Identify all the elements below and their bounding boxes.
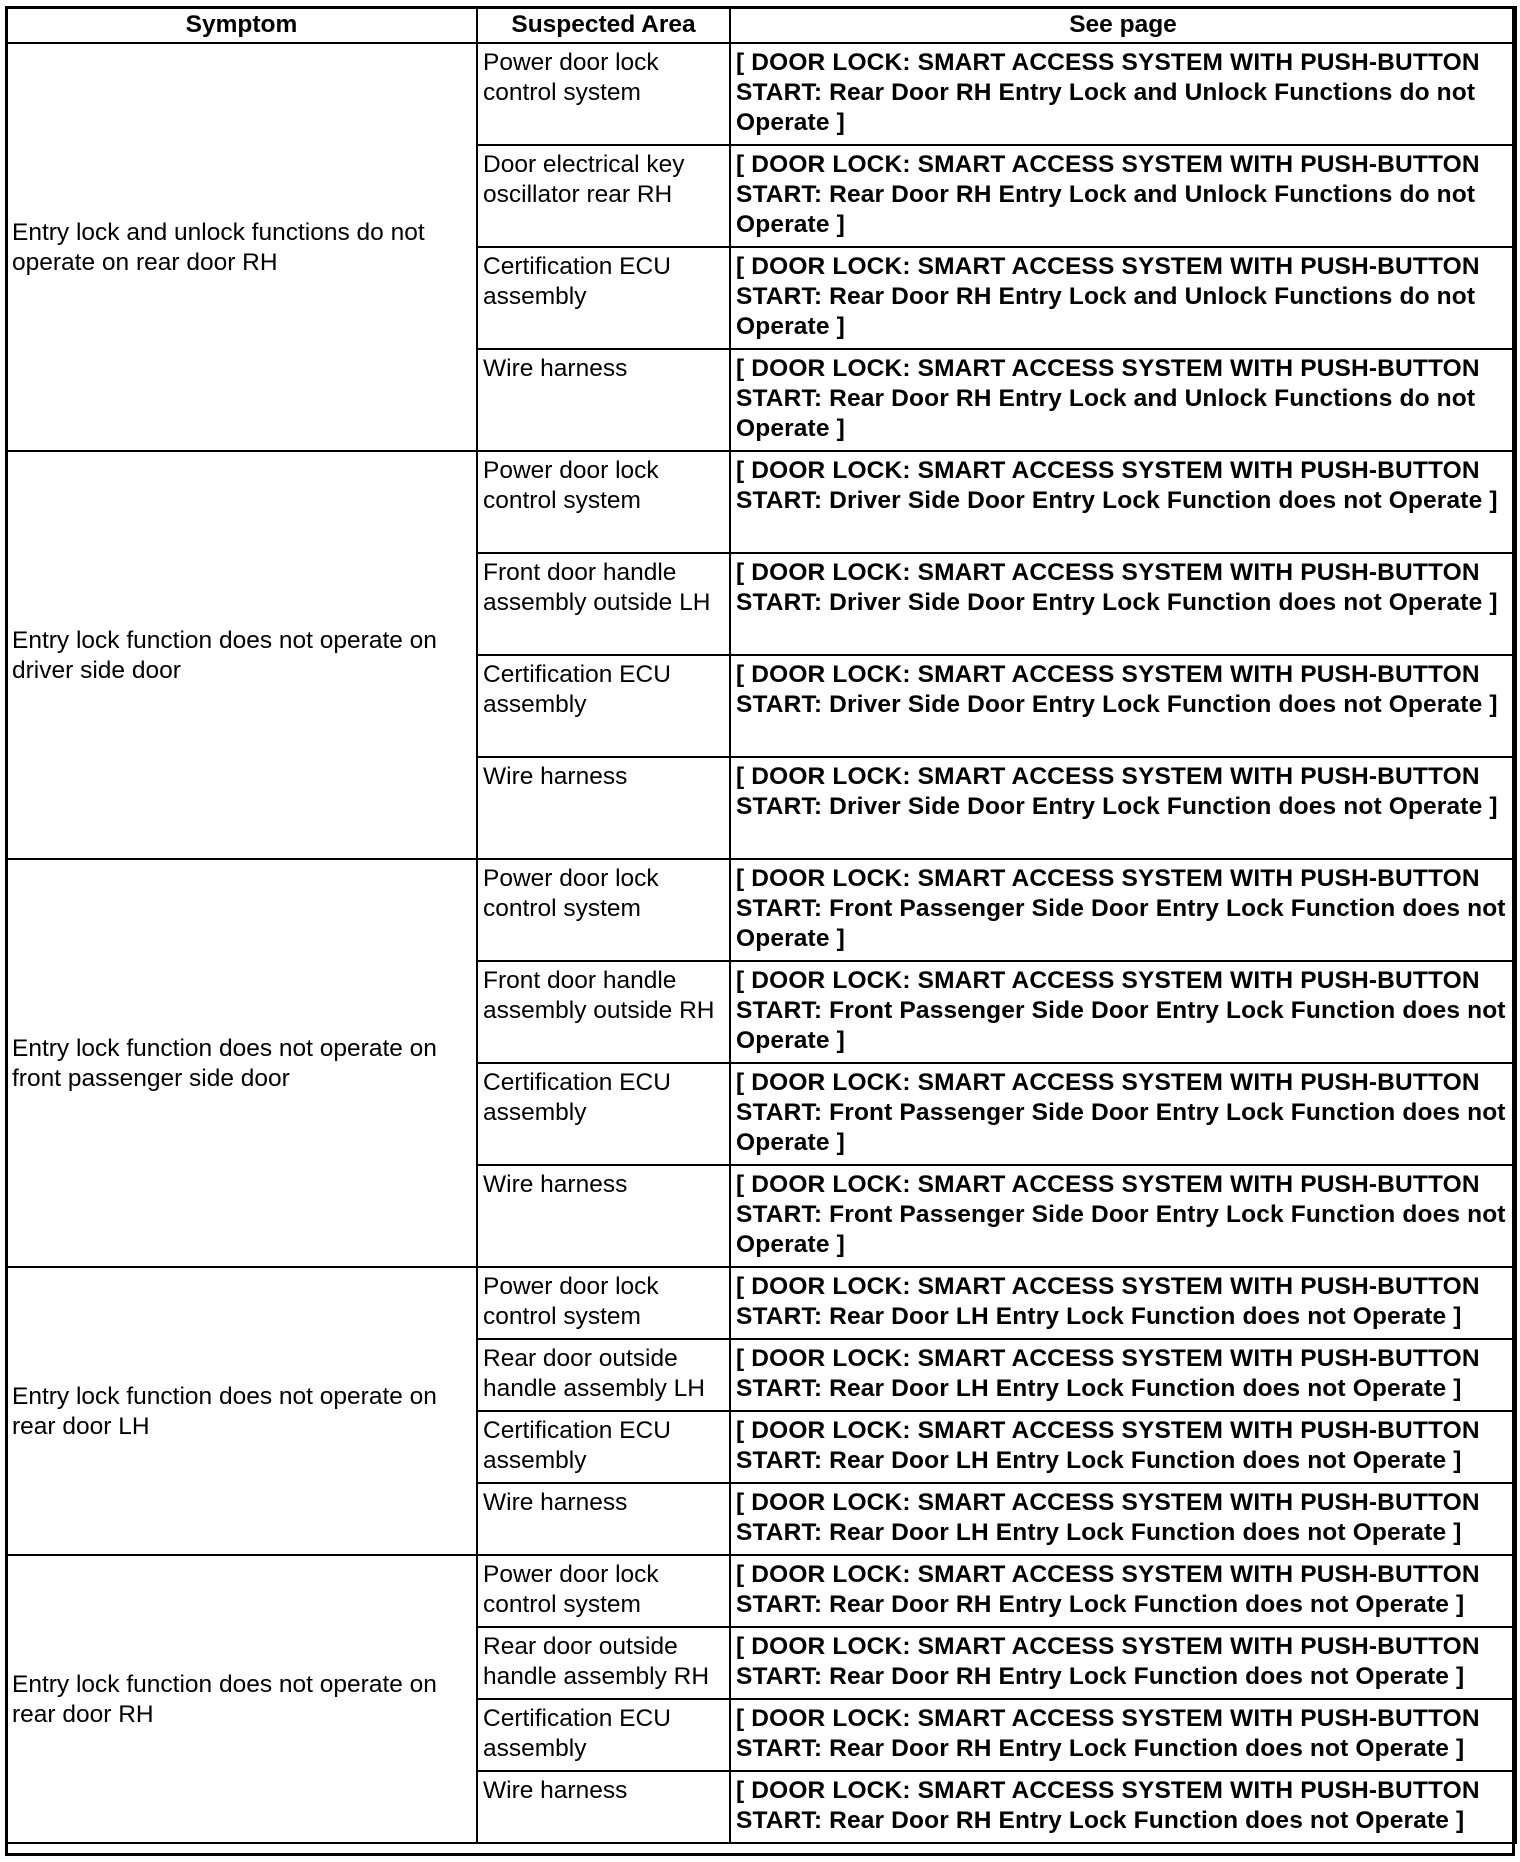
header-symptom: Symptom <box>6 7 477 43</box>
see-page-cell: [ DOOR LOCK: SMART ACCESS SYSTEM WITH PUSH-BUTTON START: Front Passenger Side Door Entry Lock Function does not Operate ] <box>730 961 1516 1063</box>
see-page-cell: [ DOOR LOCK: SMART ACCESS SYSTEM WITH PUSH-BUTTON START: Rear Door LH Entry Lock Function does not Operate ] <box>730 1339 1516 1411</box>
symptom-cell: Entry lock function does not operate on driver side door <box>6 451 477 859</box>
table-row <box>6 1267 1516 1339</box>
see-page-cell: [ DOOR LOCK: SMART ACCESS SYSTEM WITH PUSH-BUTTON START: Rear Door RH Entry Lock Function does not Operate ] <box>730 1627 1516 1699</box>
table-row <box>6 859 1516 961</box>
see-page-cell: [ DOOR LOCK: SMART ACCESS SYSTEM WITH PUSH-BUTTON START: Rear Door RH Entry Lock and Unlock Functions do not Operate ] <box>730 43 1516 145</box>
see-page-cell: [ DOOR LOCK: SMART ACCESS SYSTEM WITH PUSH-BUTTON START: Driver Side Door Entry Lock Function does not Operate ] <box>730 757 1516 859</box>
suspected-area-cell: Rear door outside handle assembly LH <box>477 1339 730 1411</box>
suspected-area-cell: Power door lock control system <box>477 43 730 145</box>
suspected-area-cell: Power door lock control system <box>477 1267 730 1339</box>
suspected-area-cell: Wire harness <box>477 1483 730 1555</box>
suspected-area-cell: Certification ECU assembly <box>477 1411 730 1483</box>
suspected-area-cell: Front door handle assembly outside LH <box>477 553 730 655</box>
see-page-cell: [ DOOR LOCK: SMART ACCESS SYSTEM WITH PUSH-BUTTON START: Rear Door RH Entry Lock and Unlock Functions do not Operate ] <box>730 247 1516 349</box>
suspected-area-cell: Wire harness <box>477 1771 730 1843</box>
table-row <box>6 451 1516 553</box>
see-page-cell: [ DOOR LOCK: SMART ACCESS SYSTEM WITH PUSH-BUTTON START: Front Passenger Side Door Entry Lock Function does not Operate ] <box>730 859 1516 961</box>
see-page-cell: [ DOOR LOCK: SMART ACCESS SYSTEM WITH PUSH-BUTTON START: Rear Door LH Entry Lock Function does not Operate ] <box>730 1411 1516 1483</box>
suspected-area-cell: Wire harness <box>477 349 730 451</box>
suspected-area-cell: Power door lock control system <box>477 859 730 961</box>
suspected-area-cell: Certification ECU assembly <box>477 1699 730 1771</box>
see-page-cell: [ DOOR LOCK: SMART ACCESS SYSTEM WITH PUSH-BUTTON START: Front Passenger Side Door Entry Lock Function does not Operate ] <box>730 1165 1516 1267</box>
suspected-area-cell: Certification ECU assembly <box>477 247 730 349</box>
suspected-area-cell: Power door lock control system <box>477 1555 730 1627</box>
header-see-page: See page <box>730 7 1516 43</box>
suspected-area-cell: Wire harness <box>477 757 730 859</box>
symptom-cell: Entry lock and unlock functions do not operate on rear door RH <box>6 43 477 451</box>
symptom-cell: Entry lock function does not operate on front passenger side door <box>6 859 477 1267</box>
see-page-cell: [ DOOR LOCK: SMART ACCESS SYSTEM WITH PUSH-BUTTON START: Rear Door RH Entry Lock and Unlock Functions do not Operate ] <box>730 349 1516 451</box>
see-page-cell: [ DOOR LOCK: SMART ACCESS SYSTEM WITH PUSH-BUTTON START: Rear Door RH Entry Lock Function does not Operate ] <box>730 1699 1516 1771</box>
table-row <box>6 43 1516 145</box>
see-page-cell: [ DOOR LOCK: SMART ACCESS SYSTEM WITH PUSH-BUTTON START: Rear Door RH Entry Lock Function does not Operate ] <box>730 1555 1516 1627</box>
header-row <box>6 7 1516 43</box>
see-page-cell: [ DOOR LOCK: SMART ACCESS SYSTEM WITH PUSH-BUTTON START: Rear Door LH Entry Lock Function does not Operate ] <box>730 1483 1516 1555</box>
suspected-area-cell: Wire harness <box>477 1165 730 1267</box>
symptom-cell: Entry lock function does not operate on rear door LH <box>6 1267 477 1555</box>
header-suspected-area: Suspected Area <box>477 7 730 43</box>
see-page-cell: [ DOOR LOCK: SMART ACCESS SYSTEM WITH PUSH-BUTTON START: Rear Door RH Entry Lock Function does not Operate ] <box>730 1771 1516 1843</box>
see-page-cell: [ DOOR LOCK: SMART ACCESS SYSTEM WITH PUSH-BUTTON START: Rear Door RH Entry Lock and Unlock Functions do not Operate ] <box>730 145 1516 247</box>
see-page-cell: [ DOOR LOCK: SMART ACCESS SYSTEM WITH PUSH-BUTTON START: Driver Side Door Entry Lock Function does not Operate ] <box>730 553 1516 655</box>
see-page-cell: [ DOOR LOCK: SMART ACCESS SYSTEM WITH PUSH-BUTTON START: Rear Door LH Entry Lock Function does not Operate ] <box>730 1267 1516 1339</box>
suspected-area-cell: Certification ECU assembly <box>477 1063 730 1165</box>
troubleshooting-table <box>5 6 1517 1844</box>
table-row <box>6 1555 1516 1627</box>
suspected-area-cell: Door electrical key oscillator rear RH <box>477 145 730 247</box>
symptom-cell: Entry lock function does not operate on rear door RH <box>6 1555 477 1843</box>
suspected-area-cell: Rear door outside handle assembly RH <box>477 1627 730 1699</box>
suspected-area-cell: Front door handle assembly outside RH <box>477 961 730 1063</box>
see-page-cell: [ DOOR LOCK: SMART ACCESS SYSTEM WITH PUSH-BUTTON START: Front Passenger Side Door Entry Lock Function does not Operate ] <box>730 1063 1516 1165</box>
see-page-cell: [ DOOR LOCK: SMART ACCESS SYSTEM WITH PUSH-BUTTON START: Driver Side Door Entry Lock Function does not Operate ] <box>730 655 1516 757</box>
suspected-area-cell: Power door lock control system <box>477 451 730 553</box>
see-page-cell: [ DOOR LOCK: SMART ACCESS SYSTEM WITH PUSH-BUTTON START: Driver Side Door Entry Lock Function does not Operate ] <box>730 451 1516 553</box>
suspected-area-cell: Certification ECU assembly <box>477 655 730 757</box>
